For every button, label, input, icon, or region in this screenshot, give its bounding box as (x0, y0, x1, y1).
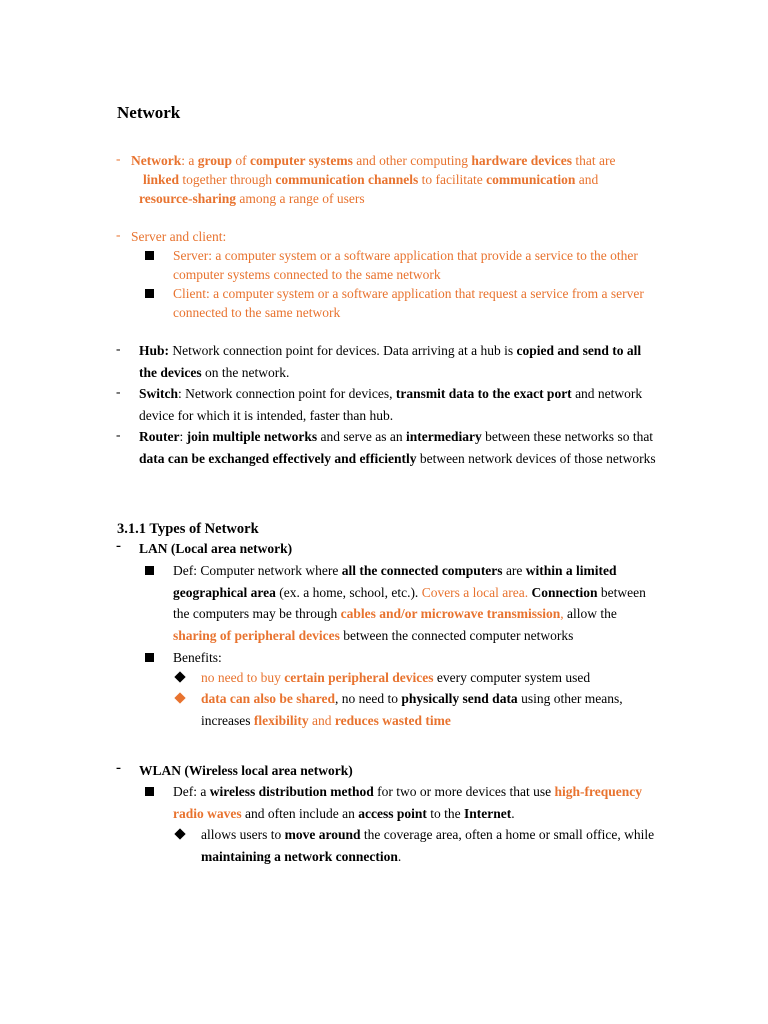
lan-benefit-1: no need to buy certain peripheral devices every computer system used (201, 670, 591, 685)
list-dash: - (116, 760, 121, 776)
wlan-sub-point: allows users to move around the coverage area, often a home or small office, while maintaining a network connection. (201, 827, 655, 864)
section-heading: 3.1.1 Types of Network (117, 521, 259, 537)
list-dash: - (116, 538, 121, 554)
wlan-definition: Def: a wireless distribution method for two or more devices that use high-frequency radio waves and often include an access point to the Internet. (173, 784, 642, 821)
list-dash: - (116, 341, 121, 356)
lan-benefit-2: data can also be shared, no need to physically send data using other means, increases flexibility and reduces wasted time (201, 691, 623, 728)
diamond-bullet-icon (174, 671, 185, 682)
router-definition: Router: join multiple networks and serve as an intermediary between these networks so that data can be exchanged effectively and efficiently between network devices of those networks (139, 429, 656, 466)
diamond-bullet-icon (174, 828, 185, 839)
list-dash: - (116, 227, 121, 242)
square-bullet-icon (145, 787, 154, 796)
lan-heading: LAN (Local area network) (139, 541, 293, 556)
lan-definition: Def: Computer network where all the connected computers are within a limited geographical area (ex. a home, school, etc.). Covers a local area. Connection between the computers may be through cables and/or microwave transmission, allow the sharing of peripheral devices between the connected computer networks (173, 563, 646, 643)
list-dash: - (116, 384, 121, 399)
network-definition: Network: a group of computer systems and other computing hardware devices that are linked together through communication channels to facilitate communication and resource-sharing among a range of users (131, 153, 616, 206)
square-bullet-icon (145, 289, 154, 298)
square-bullet-icon (145, 653, 154, 662)
client-definition: Client: a computer system or a software application that request a service from a server connected to the same network (173, 286, 644, 320)
page-title: Network (117, 103, 181, 122)
diamond-bullet-icon (174, 692, 185, 703)
server-client-heading: Server and client: (131, 229, 227, 244)
wlan-heading: WLAN (Wireless local area network) (139, 763, 353, 778)
hub-definition: Hub: Network connection point for devices. Data arriving at a hub is copied and send to all the devices on the network. (139, 343, 642, 380)
list-dash: - (116, 151, 121, 166)
lan-benefits-label: Benefits: (173, 650, 222, 665)
square-bullet-icon (145, 566, 154, 575)
list-dash: - (116, 427, 121, 442)
square-bullet-icon (145, 251, 154, 260)
server-definition: Server: a computer system or a software application that provide a service to the other computer systems connected to the same network (173, 248, 638, 282)
switch-definition: Switch: Network connection point for devices, transmit data to the exact port and network device for which it is intended, faster than hub. (139, 386, 643, 423)
